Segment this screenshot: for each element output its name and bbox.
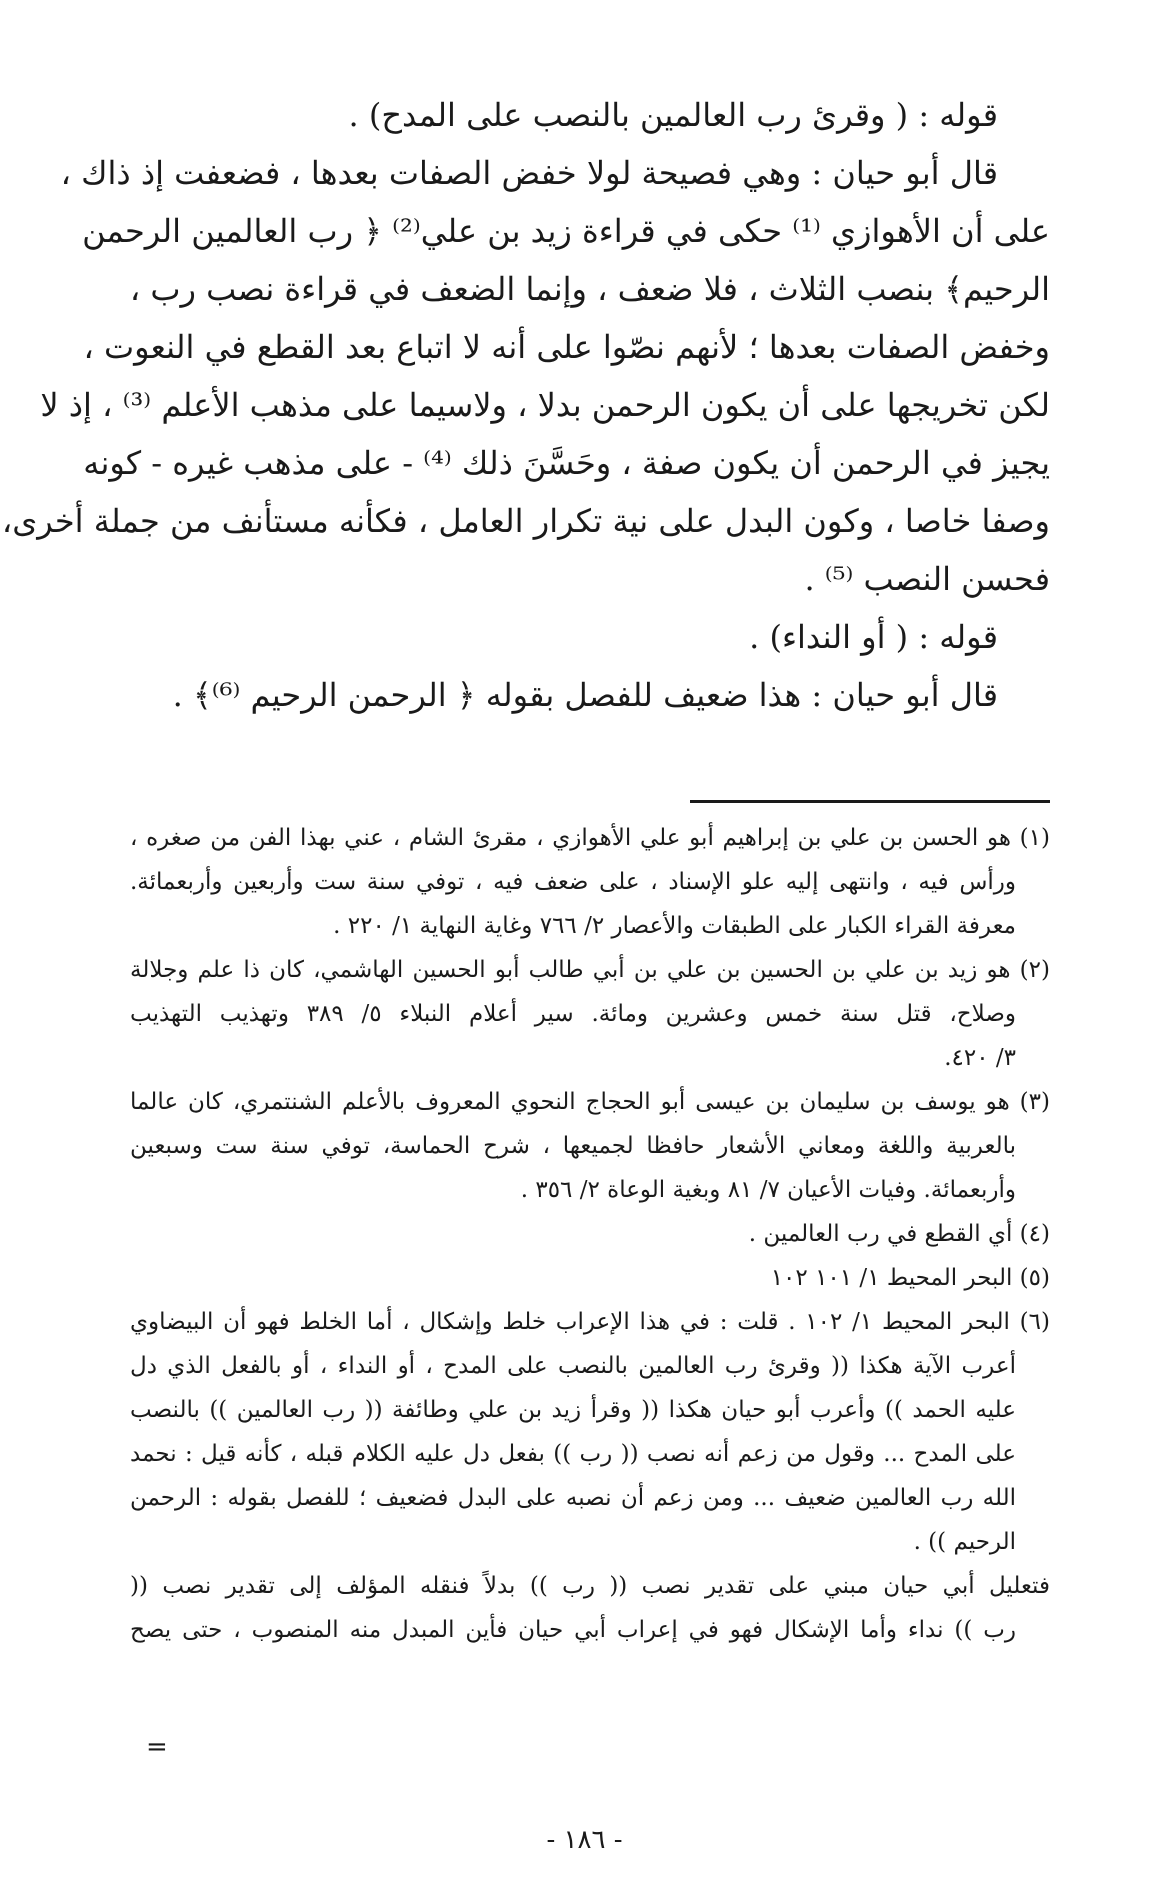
continuation-mark: = <box>146 1732 168 1762</box>
footnote-line: وصلاح، قتل سنة خمس وعشرين ومائة. سير أعلام النبلاء ٥/ ٣٨٩ وتهذيب التهذيب <box>130 1001 1017 1027</box>
footnote-line: (٣) هو يوسف بن سليمان بن عيسى أبو الحجاج النحوي المعروف بالأعلم الشنتمري، كان عالما <box>130 1089 1050 1115</box>
footnote-line: عليه الحمد )) وأعرب أبو حيان هكذا (( وقرأ زيد بن علي وطائفة (( رب العالمين )) بالنصب <box>130 1397 1016 1423</box>
footnote-line: أعرب الآية هكذا (( وقرئ رب العالمين بالنصب على المدح ، أو النداء ، أو بالفعل الذي دل <box>130 1353 1016 1379</box>
footnote-separator <box>690 800 1050 803</box>
footnote-line: بالعربية واللغة ومعاني الأشعار حافظا لجميعها ، شرح الحماسة، توفي سنة ست وسبعين <box>130 1133 1016 1159</box>
main-line: فحسن النصب ⁽⁵⁾ . <box>804 560 1050 598</box>
footnote-line: (١) هو الحسن بن علي بن إبراهيم أبو علي الأهوازي ، مقرئ الشام ، عني بهذا الفن من صغره ، <box>130 825 1050 851</box>
main-line: الرحيم﴾ بنصب الثلاث ، فلا ضعف ، وإنما الضعف في قراءة نصب رب ، <box>129 270 1050 308</box>
footnote-line: ٣/ ٤٢٠. <box>944 1045 1016 1071</box>
footnote-line: (٥) البحر المحيط ١/ ١٠١ ١٠٢ <box>770 1265 1050 1291</box>
footnote-line: رب )) نداء وأما الإشكال فهو في إعراب أبي حيان فأين المبدل منه المنصوب ، حتى يصح <box>130 1617 1016 1643</box>
footnote-line: معرفة القراء الكبار على الطبقات والأعصار ٢/ ٧٦٦ وغاية النهاية ١/ ٢٢٠ . <box>333 913 1016 939</box>
footnote-line: على المدح ... وقول من زعم أنه نصب (( رب )) بفعل دل عليه الكلام قبله ، كأنه قيل : نحمد <box>130 1441 1016 1467</box>
footnote-line: وأربعمائة. وفيات الأعيان ٧/ ٨١ وبغية الوعاة ٢/ ٣٥٦ . <box>520 1177 1016 1203</box>
footnote-line: (٢) هو زيد بن علي بن الحسين بن علي بن أبي طالب أبو الحسين الهاشمي، كان ذا علم وجلالة <box>130 957 1050 983</box>
main-line: على أن الأهوازي ⁽¹⁾ حكى في قراءة زيد بن علي⁽²⁾ ﴿ رب العالمين الرحمن <box>82 212 1050 250</box>
main-line: قوله : ( أو النداء) . <box>749 618 998 656</box>
main-line: قال أبو حيان : وهي فصيحة لولا خفض الصفات بعدها ، فضعفت إذ ذاك ، <box>60 154 998 192</box>
footnote-line: الرحيم )) . <box>913 1529 1016 1555</box>
footnote-line: (٦) البحر المحيط ١/ ١٠٢ . قلت : في هذا الإعراب خلط وإشكال ، أما الخلط فهو أن البيضاوي <box>130 1309 1050 1335</box>
main-line: وخفض الصفات بعدها ؛ لأنهم نصّوا على أنه لا اتباع بعد القطع في النعوت ، <box>83 328 1050 366</box>
footnote-line: الله رب العالمين ضعيف ... ومن زعم أن نصبه على البدل فضعيف ؛ للفصل بقوله : الرحمن <box>130 1485 1016 1511</box>
main-line: قوله : ( وقرئ رب العالمين بالنصب على المدح) . <box>348 96 998 134</box>
footnote-line: (٤) أي القطع في رب العالمين . <box>748 1221 1050 1247</box>
page-number: - ١٨٦ - <box>546 1825 623 1855</box>
main-line: وصفا خاصا ، وكون البدل على نية تكرار العامل ، فكأنه مستأنف من جملة أخرى، <box>1 502 1050 540</box>
main-line: لكن تخريجها على أن يكون الرحمن بدلا ، ولاسيما على مذهب الأعلم ⁽³⁾ ، إذ لا <box>40 386 1050 424</box>
footnote-line: فتعليل أبي حيان مبني على تقدير نصب (( رب )) بدلاً فنقله المؤلف إلى تقدير نصب (( <box>130 1573 1050 1599</box>
footnote-line: ورأس فيه ، وانتهى إليه علو الإسناد ، على ضعف فيه ، توفي سنة ست وأربعين وأربعمائة. <box>130 869 1016 895</box>
footnotes <box>130 816 1050 1652</box>
main-line: يجيز في الرحمن أن يكون صفة ، وحَسَّنَ ذلك ⁽⁴⁾ - على مذهب غيره - كونه <box>83 444 1050 482</box>
main-line: قال أبو حيان : هذا ضعيف للفصل بقوله ﴿ الرحمن الرحيم ⁽⁶⁾﴾ . <box>172 676 998 714</box>
main-text <box>1 86 1050 724</box>
